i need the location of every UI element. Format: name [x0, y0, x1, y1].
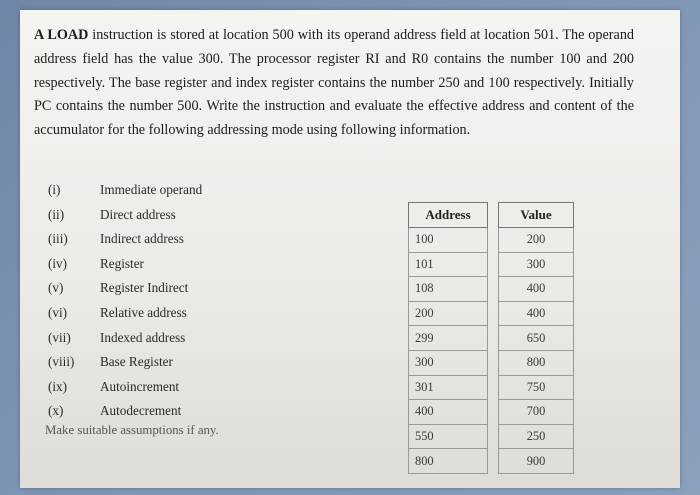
- table-row: [409, 375, 574, 400]
- address-cell: 100: [409, 228, 488, 253]
- address-cell: 800: [409, 449, 488, 474]
- value-cell: 800: [499, 350, 574, 375]
- column-gap: [488, 203, 499, 228]
- question-text: instruction is stored at location 500 with its operand address field at location 501. The operand address field has the value 300. The processor register RI and R0 contains the number 100 and 200 respectively. The base register and index register contains the number 250 and 100 respectively. Initially PC contains the number 500. Write the instruction and evaluate the effective address and content of the accumulator for the following addressing mode using following information.: [34, 27, 635, 139]
- question-sheet: [20, 10, 680, 488]
- table-row: [409, 424, 574, 449]
- mode-number: (x): [48, 403, 64, 419]
- list-item: [48, 375, 202, 400]
- address-cell: 108: [409, 277, 488, 302]
- list-item: [48, 252, 202, 277]
- address-cell: 299: [409, 326, 488, 351]
- list-item: [48, 178, 202, 203]
- table-row: [409, 400, 574, 425]
- mode-number: (iv): [48, 255, 68, 271]
- mode-label: Autodecrement: [100, 403, 182, 419]
- value-cell: 900: [499, 449, 574, 474]
- addressing-mode-list: [48, 178, 202, 424]
- table-row: [409, 301, 574, 326]
- table-row: [409, 326, 574, 351]
- value-cell: 300: [499, 252, 574, 277]
- list-item: [48, 326, 202, 351]
- address-cell: 300: [409, 350, 488, 375]
- table-row: [409, 449, 574, 474]
- column-gap: [488, 350, 499, 375]
- mode-label: Indexed address: [100, 329, 186, 345]
- mode-label: Direct address: [100, 206, 176, 222]
- mode-label: Register: [100, 255, 144, 271]
- table-row: [409, 228, 574, 253]
- column-gap: [488, 400, 499, 425]
- value-cell: 750: [499, 375, 574, 400]
- address-cell: 400: [409, 400, 488, 425]
- column-gap: [488, 277, 499, 302]
- table-row: [409, 350, 574, 375]
- column-header-value: Value: [499, 203, 574, 228]
- value-cell: 700: [499, 400, 574, 425]
- mode-number: (v): [48, 280, 64, 296]
- question-paragraph: [34, 24, 634, 143]
- mode-number: (ix): [48, 378, 68, 394]
- mode-number: (ii): [48, 206, 65, 222]
- list-item: [48, 399, 202, 424]
- value-cell: 400: [499, 277, 574, 302]
- address-cell: 200: [409, 301, 488, 326]
- column-header-address: Address: [409, 203, 488, 228]
- address-cell: 550: [409, 424, 488, 449]
- question-lead: A LOAD: [34, 27, 89, 43]
- column-gap: [488, 252, 499, 277]
- column-gap: [488, 449, 499, 474]
- value-cell: 250: [499, 424, 574, 449]
- mode-label: Relative address: [100, 304, 187, 320]
- table-row: [409, 252, 574, 277]
- value-cell: 200: [499, 228, 574, 253]
- value-cell: 400: [499, 301, 574, 326]
- list-item: [48, 227, 202, 252]
- table-header-row: [409, 203, 574, 228]
- address-cell: 301: [409, 375, 488, 400]
- mode-label: Register Indirect: [100, 280, 189, 296]
- value-cell: 650: [499, 326, 574, 351]
- list-item: [48, 350, 202, 375]
- mode-label: Indirect address: [100, 231, 184, 247]
- mode-label: Autoincrement: [100, 378, 180, 394]
- list-item: [48, 203, 202, 228]
- column-gap: [488, 424, 499, 449]
- mode-number: (iii): [48, 231, 68, 247]
- assumptions-note: Make suitable assumptions if any.: [45, 423, 219, 437]
- mode-number: (viii): [48, 354, 75, 370]
- address-cell: 101: [409, 252, 488, 277]
- column-gap: [488, 301, 499, 326]
- column-gap: [488, 375, 499, 400]
- memory-table: [408, 202, 574, 474]
- list-item: [48, 301, 202, 326]
- mode-label: Immediate operand: [100, 182, 203, 197]
- column-gap: [488, 326, 499, 351]
- list-item: [48, 276, 202, 301]
- table-row: [409, 277, 574, 302]
- mode-number: (vii): [48, 329, 71, 345]
- mode-label: Base Register: [100, 354, 173, 370]
- mode-number: (vi): [48, 304, 68, 320]
- mode-number: (i): [48, 182, 61, 197]
- column-gap: [488, 228, 499, 253]
